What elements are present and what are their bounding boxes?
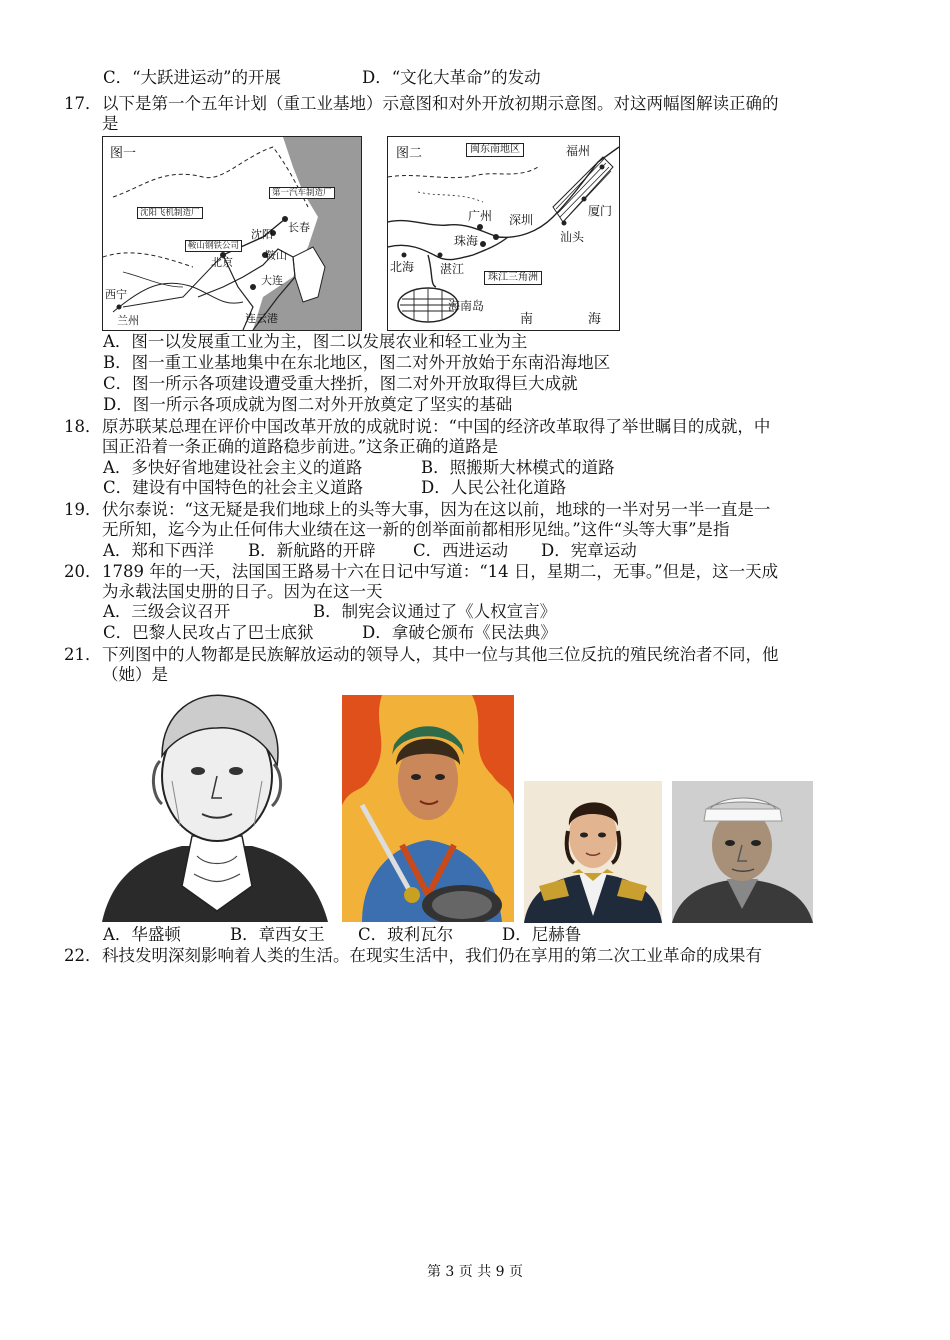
q18-stem-line-1: 18．原苏联某总理在评价中国改革开放的成就时说：“中国的经济改革取得了举世瞩目的成就，中 — [64, 417, 771, 436]
q16-option-c: C．“大跃进运动”的开展 — [103, 68, 281, 87]
q22-number: 22． — [64, 946, 102, 965]
q20-number: 20． — [64, 562, 102, 581]
q21-option-a: A．华盛顿 — [103, 925, 181, 944]
portrait-washington-drawing — [102, 686, 328, 922]
q17-option-b: B．图一重工业基地集中在东北地区，图二对外开放始于东南沿海地区 — [103, 353, 611, 372]
q20-option-d: D．拿破仑颁布《民法典》 — [362, 623, 557, 642]
q22-stem-line-1: 22．科技发明深刻影响着人类的生活。在现实生活中，我们仍在享用的第二次工业革命的成果有 — [64, 946, 762, 965]
map-2-label-shenzhen: 深圳 — [509, 213, 534, 227]
q17-option-c: C．图一所示各项建设遭受重大挫折，图二对外开放取得巨大成就 — [103, 374, 578, 393]
map-1-title: 图一 — [110, 146, 137, 161]
map-2-drawing — [388, 137, 619, 330]
map-2-label-hai: 海 — [588, 312, 602, 327]
q20-stem-line-1: 20．1789 年的一天，法国国王路易十六在日记中写道：“14 日，星期二，无事。”但是，这一天成 — [64, 562, 779, 581]
q18-option-d: D．人民公社化道路 — [421, 478, 567, 497]
q17-stem-line-2: 是 — [102, 114, 119, 133]
q21-option-c: C．玻利瓦尔 — [358, 925, 454, 944]
q17-option-d: D．图一所示各项成就为图二对外开放奠定了坚实的基础 — [103, 395, 513, 414]
map-1-label-xining: 西宁 — [105, 288, 127, 301]
q20-option-b: B．制宪会议通过了《人权宣言》 — [313, 602, 557, 621]
map-2-label-hainan: 海南岛 — [448, 299, 485, 313]
map-1-label-aircraft-plant: 沈阳飞机制造厂 — [137, 207, 203, 219]
q21-stem-line-1: 21．下列图中的人物都是民族解放运动的领导人，其中一位与其他三位反抗的殖民统治者不同，他 — [64, 645, 779, 664]
map-2-label-prd: 珠江三角洲 — [484, 271, 542, 285]
portrait-washington — [102, 686, 328, 922]
map-figure-2 — [387, 136, 620, 331]
map-1-label-dalian: 大连 — [261, 274, 283, 287]
q19-stem-line-2: 无所知，迄今为止任何伟大业绩在这一新的创举面前都相形见绌。”这件“头等大事”是指 — [102, 520, 730, 539]
q18-option-c: C．建设有中国特色的社会主义道路 — [103, 478, 364, 497]
map-2-label-min-southeast: 闽东南地区 — [466, 143, 524, 157]
q21-number: 21． — [64, 645, 102, 664]
q18-option-b: B．照搬斯大林模式的道路 — [421, 458, 615, 477]
q20-option-c: C．巴黎人民攻占了巴士底狱 — [103, 623, 314, 642]
map-1-label-anshan-steel: 鞍山钢铁公司 — [185, 240, 242, 252]
portrait-bolivar — [524, 781, 662, 923]
q19-stem-line-1: 19．伏尔泰说：“这无疑是我们地球上的头等大事，因为在这以前，地球的一半对另一半一直是一 — [64, 500, 771, 519]
q18-stem-line-2: 国正沿着一条正确的道路稳步前进。”这条正确的道路是 — [102, 437, 499, 456]
map-1-label-lanzhou: 兰州 — [117, 314, 139, 327]
portrait-nehru — [672, 781, 813, 923]
map-2-label-beihai: 北海 — [390, 260, 415, 274]
map-1-label-changchun: 长春 — [288, 221, 310, 234]
map-1-drawing — [103, 137, 361, 330]
q19-option-a: A．郑和下西洋 — [103, 541, 214, 560]
map-2-label-xiamen: 厦门 — [588, 204, 613, 218]
portrait-rani-of-jhansi — [342, 695, 514, 922]
q19-option-b: B．新航路的开辟 — [248, 541, 376, 560]
portrait-bolivar-drawing — [524, 781, 662, 923]
page-footer: 第 3 页 共 9 页 — [426, 1264, 524, 1280]
portrait-nehru-drawing — [672, 781, 813, 923]
map-1-label-shenyang: 沈阳 — [251, 228, 273, 241]
map-1-label-lianyungang: 连云港 — [245, 312, 278, 325]
q16-option-d: D．“文化大革命”的发动 — [362, 68, 541, 87]
q20-stem-line-2: 为永载法国史册的日子。因为在这一天 — [102, 582, 383, 601]
map-2-title: 图二 — [396, 146, 423, 161]
q21-option-d: D．尼赫鲁 — [502, 925, 582, 944]
q17-stem-line-1: 17．以下是第一个五年计划（重工业基地）示意图和对外开放初期示意图。对这两幅图解读正确的 — [64, 94, 779, 113]
q21-stem-line-2: （她）是 — [102, 665, 168, 684]
map-1-label-car-plant: 第一汽车制造厂 — [269, 187, 335, 199]
q18-number: 18． — [64, 417, 102, 436]
q20-option-a: A．三级会议召开 — [103, 602, 231, 621]
q17-number: 17． — [64, 94, 102, 113]
q21-option-b: B．章西女王 — [230, 925, 325, 944]
map-2-label-nan: 南 — [520, 312, 534, 327]
q17-option-a: A．图一以发展重工业为主，图二以发展农业和轻工业为主 — [103, 332, 528, 351]
map-2-label-fuzhou: 福州 — [566, 144, 591, 158]
map-2-label-shantou: 汕头 — [560, 230, 585, 244]
q19-option-d: D．宪章运动 — [541, 541, 637, 560]
map-1-label-anshan: 鞍山 — [265, 249, 287, 262]
q19-option-c: C．西进运动 — [413, 541, 509, 560]
map-2-label-zhuhai: 珠海 — [454, 234, 479, 248]
q19-number: 19． — [64, 500, 102, 519]
map-2-label-zhanjiang: 湛江 — [440, 262, 465, 276]
q18-option-a: A．多快好省地建设社会主义的道路 — [103, 458, 363, 477]
map-1-label-beijing: 北京 — [211, 256, 233, 269]
map-figure-1 — [102, 136, 362, 331]
map-2-label-guangzhou: 广州 — [468, 209, 493, 223]
portrait-rani-drawing — [342, 695, 514, 922]
